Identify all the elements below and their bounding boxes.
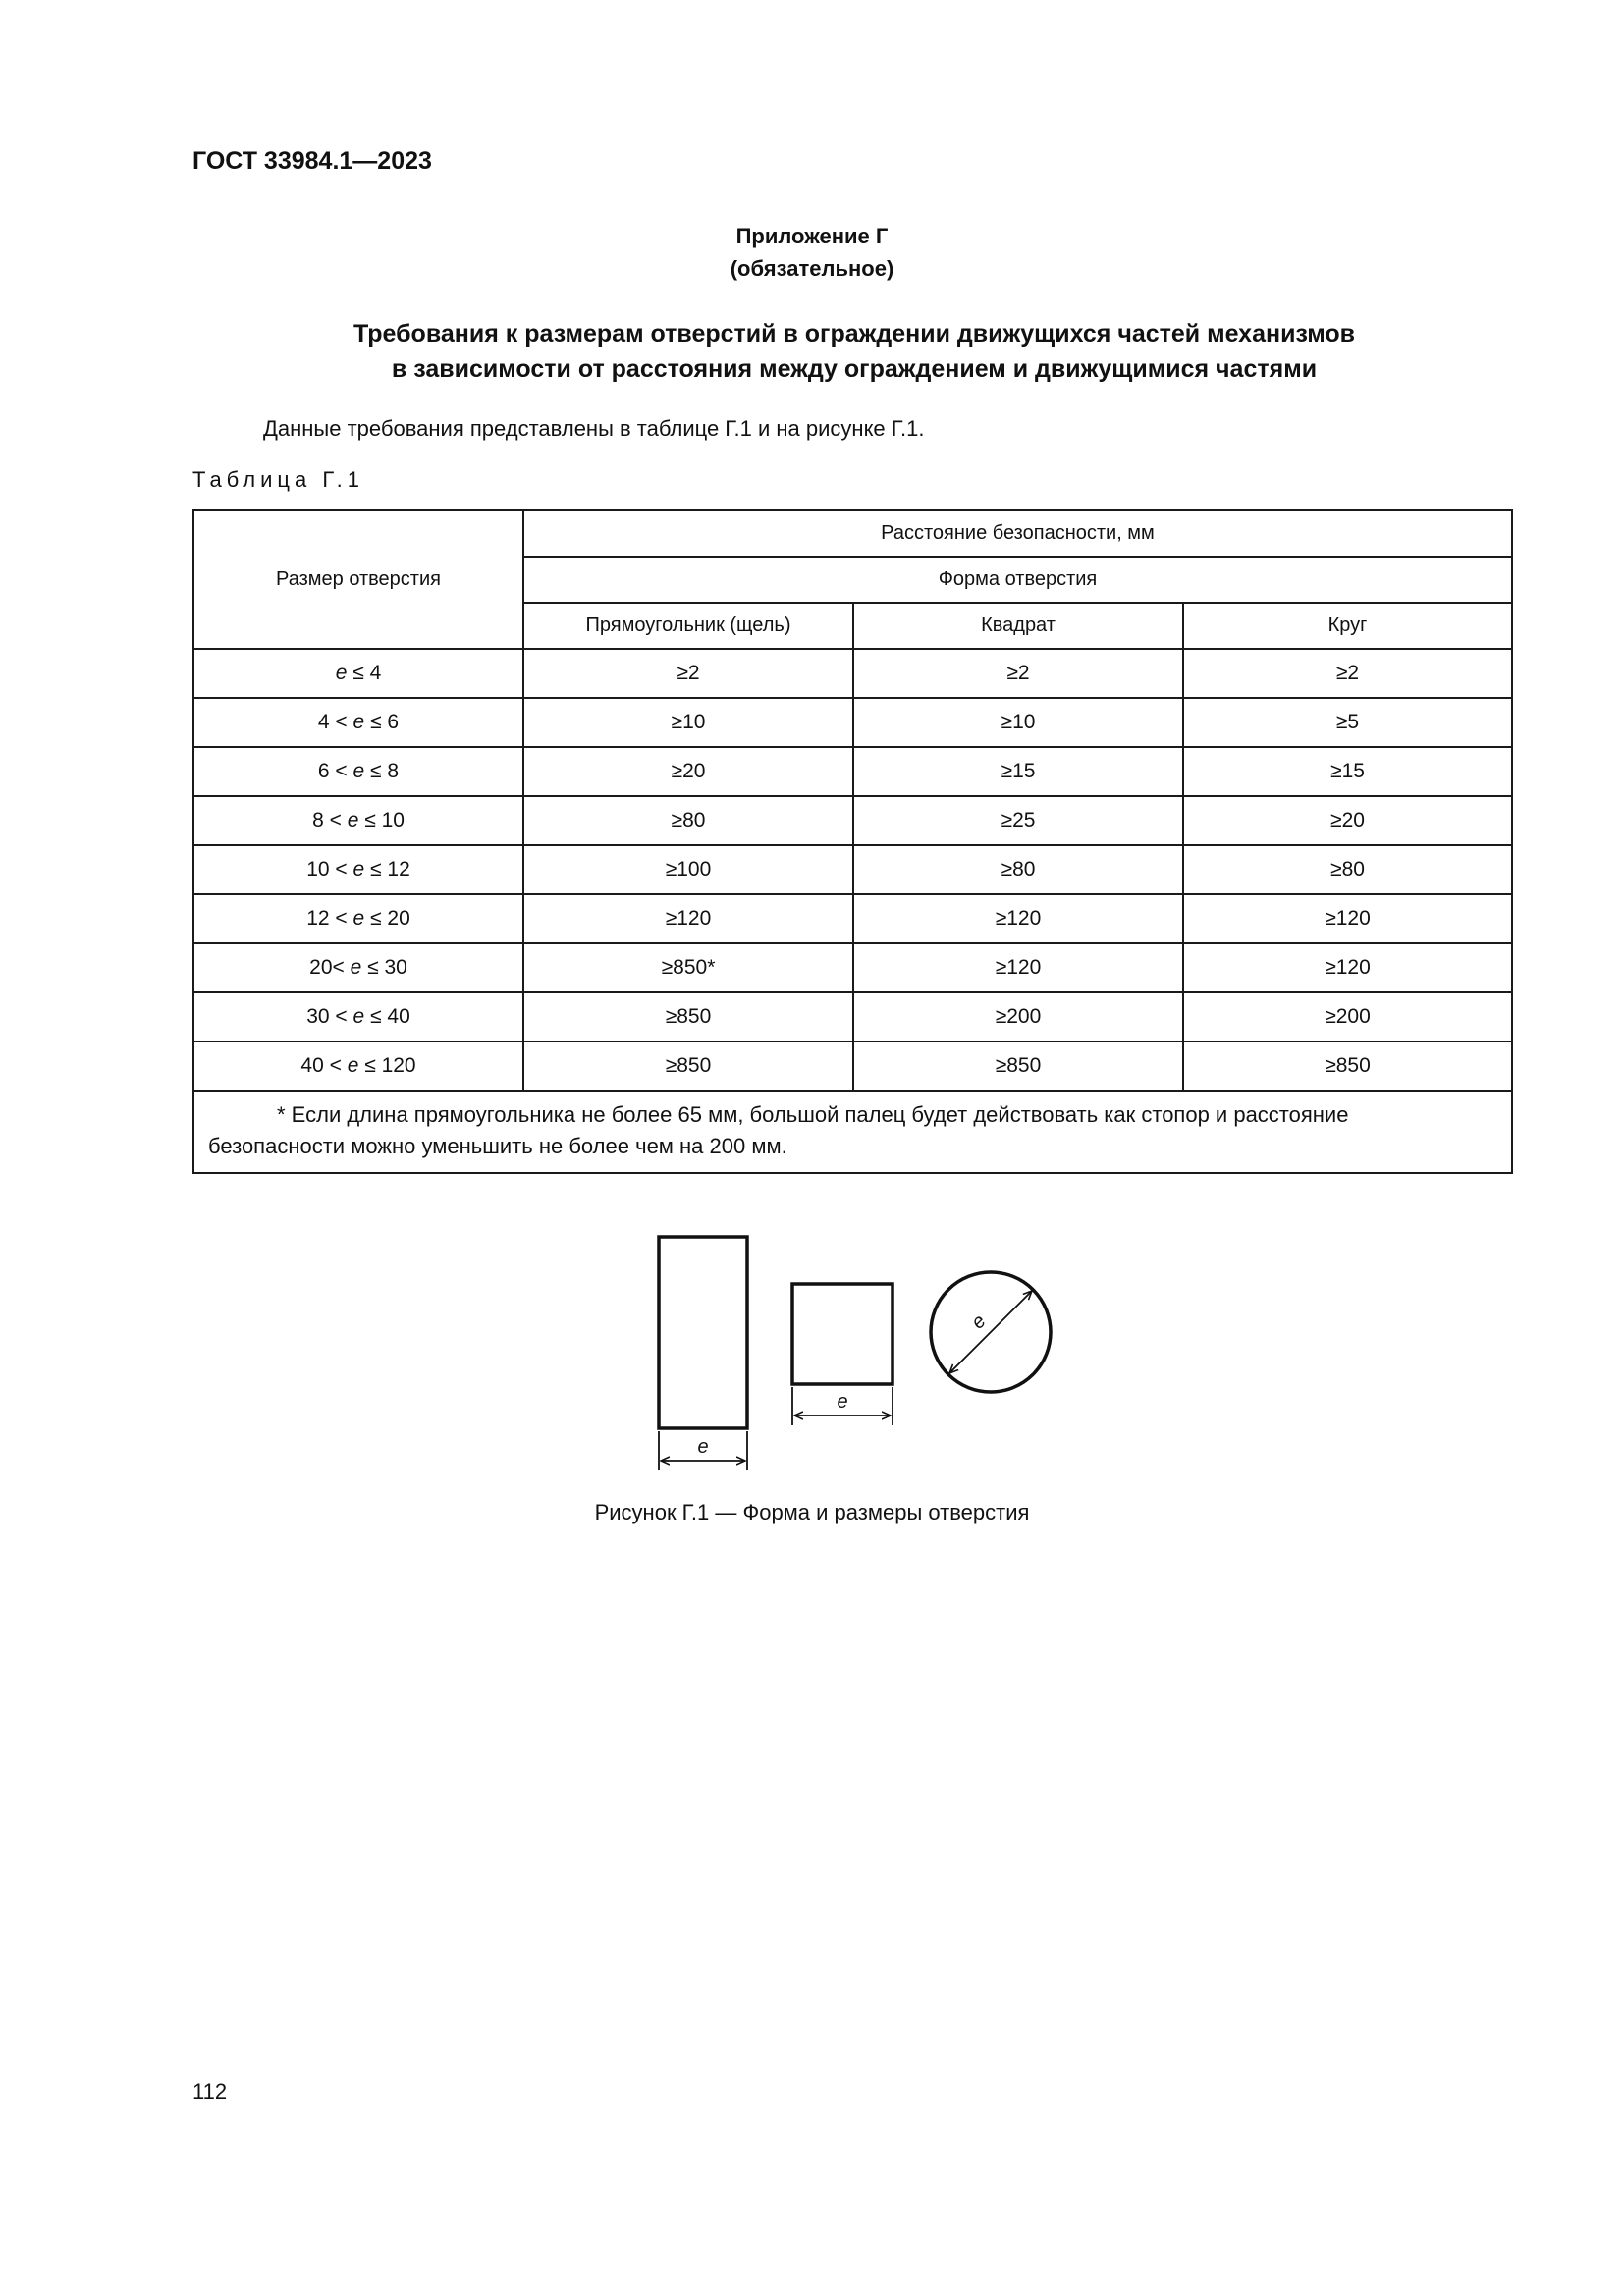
table-row bbox=[193, 943, 1512, 992]
circle-cell: ≥120 bbox=[1183, 894, 1512, 943]
circle-cell: ≥15 bbox=[1183, 747, 1512, 796]
square-cell: ≥200 bbox=[853, 992, 1183, 1041]
circle-dim-label: e bbox=[967, 1310, 991, 1334]
square-dim-label: e bbox=[837, 1391, 848, 1413]
circle-cell: ≥200 bbox=[1183, 992, 1512, 1041]
rect-cell: ≥100 bbox=[523, 845, 853, 894]
section-title bbox=[285, 316, 1424, 387]
circle-dim-arrow bbox=[949, 1291, 1032, 1373]
opening-shapes-figure bbox=[628, 1207, 1080, 1472]
appendix-status: (обязательное) bbox=[730, 256, 894, 281]
table-row bbox=[193, 747, 1512, 796]
rect-cell: ≥850 bbox=[523, 1041, 853, 1091]
appendix-title: Приложение Г bbox=[735, 224, 889, 248]
rect-cell: ≥2 bbox=[523, 649, 853, 698]
circle-cell: ≥20 bbox=[1183, 796, 1512, 845]
table-row bbox=[193, 845, 1512, 894]
rect-cell: ≥80 bbox=[523, 796, 853, 845]
safety-distance-table bbox=[192, 509, 1513, 1174]
rectangle-shape bbox=[659, 1237, 747, 1428]
circle-cell: ≥850 bbox=[1183, 1041, 1512, 1091]
table-row bbox=[193, 894, 1512, 943]
size-cell: 40 < e ≤ 120 bbox=[193, 1041, 523, 1091]
rect-cell: ≥850 bbox=[523, 992, 853, 1041]
table-row bbox=[193, 698, 1512, 747]
square-cell: ≥80 bbox=[853, 845, 1183, 894]
circle-cell: ≥80 bbox=[1183, 845, 1512, 894]
header-opening-size: Размер отверстия bbox=[193, 510, 523, 649]
footnote-line-1: * Если длина прямоугольника не более 65 мм, большой палец будет действовать как стопор и расстояние bbox=[277, 1102, 1349, 1127]
page-number: 112 bbox=[192, 2079, 228, 2104]
header-rectangle: Прямоугольник (щель) bbox=[523, 603, 853, 649]
square-cell: ≥120 bbox=[853, 894, 1183, 943]
table-row bbox=[193, 796, 1512, 845]
circle-cell: ≥120 bbox=[1183, 943, 1512, 992]
table-row bbox=[193, 649, 1512, 698]
rect-cell: ≥850* bbox=[523, 943, 853, 992]
size-cell: 8 < e ≤ 10 bbox=[193, 796, 523, 845]
table-row bbox=[193, 1041, 1512, 1091]
size-cell: 12 < e ≤ 20 bbox=[193, 894, 523, 943]
circle-cell: ≥2 bbox=[1183, 649, 1512, 698]
document-id-header: ГОСТ 33984.1—2023 bbox=[192, 147, 432, 175]
square-cell: ≥10 bbox=[853, 698, 1183, 747]
intro-paragraph: Данные требования представлены в таблице Г.1 и на рисунке Г.1. bbox=[263, 416, 925, 441]
circle-cell: ≥5 bbox=[1183, 698, 1512, 747]
rect-cell: ≥20 bbox=[523, 747, 853, 796]
header-safety-distance: Расстояние безопасности, мм bbox=[523, 510, 1512, 557]
rect-cell: ≥10 bbox=[523, 698, 853, 747]
section-title-line-2: в зависимости от расстояния между ограждением и движущимися частями bbox=[391, 355, 1318, 383]
size-cell: 20< e ≤ 30 bbox=[193, 943, 523, 992]
size-cell: 10 < e ≤ 12 bbox=[193, 845, 523, 894]
rect-cell: ≥120 bbox=[523, 894, 853, 943]
figure-caption: Рисунок Г.1 — Форма и размеры отверстия bbox=[594, 1500, 1030, 1524]
square-cell: ≥15 bbox=[853, 747, 1183, 796]
size-cell: 6 < e ≤ 8 bbox=[193, 747, 523, 796]
size-cell: 30 < e ≤ 40 bbox=[193, 992, 523, 1041]
square-cell: ≥25 bbox=[853, 796, 1183, 845]
size-cell: 4 < e ≤ 6 bbox=[193, 698, 523, 747]
header-opening-shape: Форма отверстия bbox=[523, 557, 1512, 603]
square-shape bbox=[792, 1284, 893, 1384]
table-note-row bbox=[193, 1091, 1512, 1173]
square-cell: ≥2 bbox=[853, 649, 1183, 698]
table-footnote bbox=[193, 1091, 1512, 1173]
table-row bbox=[193, 992, 1512, 1041]
square-cell: ≥120 bbox=[853, 943, 1183, 992]
header-square: Квадрат bbox=[853, 603, 1183, 649]
section-title-line-1: Требования к размерам отверстий в ограждении движущихся частей механизмов bbox=[352, 320, 1356, 347]
size-cell: e ≤ 4 bbox=[193, 649, 523, 698]
rect-dim-label: e bbox=[697, 1436, 709, 1458]
header-circle: Круг bbox=[1183, 603, 1512, 649]
table-caption: Таблица Г.1 bbox=[192, 467, 364, 492]
footnote-line-2: безопасности можно уменьшить не более чем на 200 мм. bbox=[208, 1134, 787, 1158]
square-cell: ≥850 bbox=[853, 1041, 1183, 1091]
